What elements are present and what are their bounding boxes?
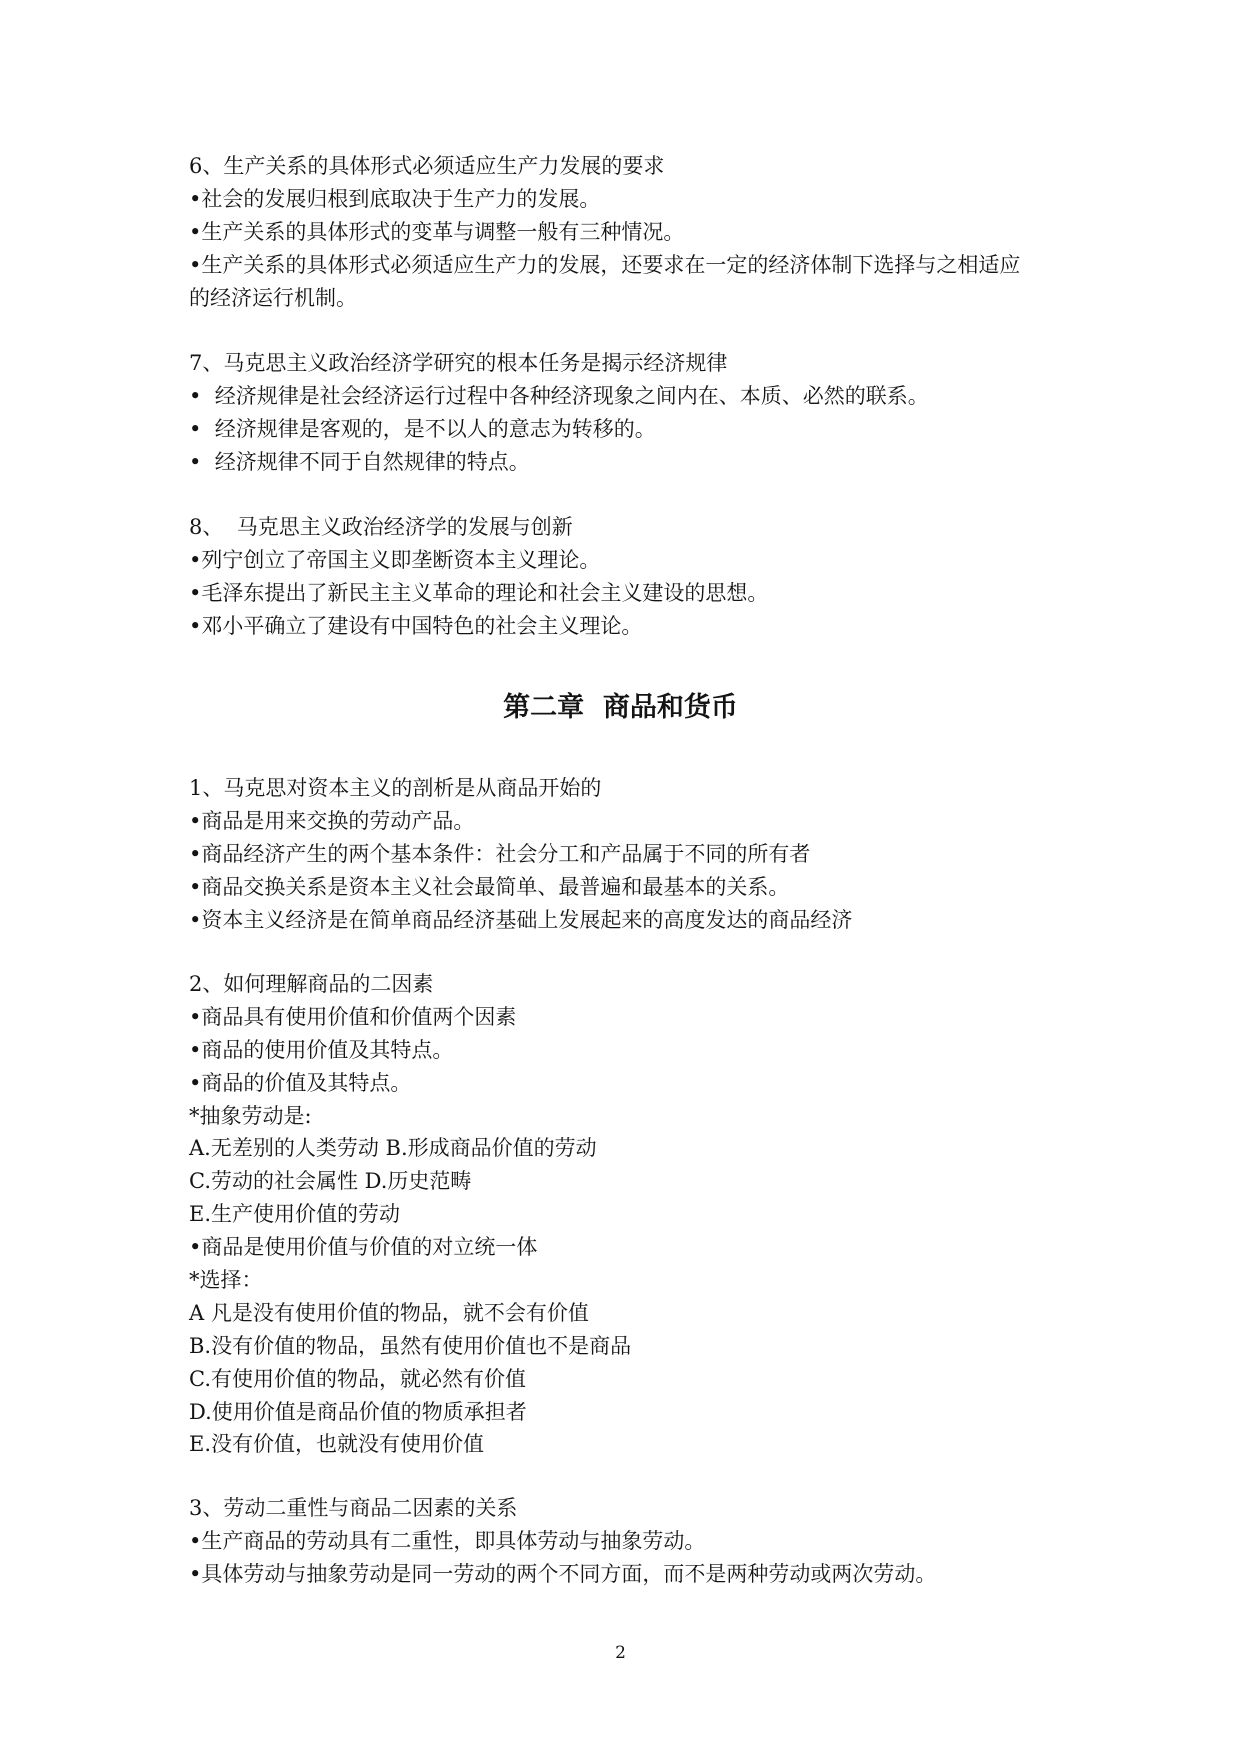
bullet-item: •商品经济产生的两个基本条件：社会分工和产品属于不同的所有者 <box>189 841 811 866</box>
question-option: C.有使用价值的物品，就必然有价值 <box>189 1366 526 1391</box>
bullet-item: • 经济规律是客观的，是不以人的意志为转移的。 <box>189 416 656 441</box>
chapter-heading: 第二章 商品和货币 <box>503 692 738 723</box>
question-prompt: *抽象劳动是: <box>189 1103 312 1128</box>
bullet-item: • 经济规律是社会经济运行过程中各种经济现象之间内在、本质、必然的联系。 <box>189 383 929 408</box>
section-7 <box>189 347 1149 479</box>
page-number: 2 <box>615 1643 626 1663</box>
section-title: 8、 马克思主义政治经济学的发展与创新 <box>189 515 573 539</box>
section-title: 2、如何理解商品的二因素 <box>189 972 434 996</box>
question-option: D.使用价值是商品价值的物质承担者 <box>189 1399 527 1424</box>
question-option: B.没有价值的物品，虽然有使用价值也不是商品 <box>189 1333 632 1358</box>
bullet-item: •商品的使用价值及其特点。 <box>189 1037 454 1062</box>
chapter2-section-1 <box>189 772 1149 936</box>
bullet-item: • 经济规律不同于自然规律的特点。 <box>189 449 530 474</box>
bullet-item: •资本主义经济是在简单商品经济基础上发展起来的高度发达的商品经济 <box>189 907 853 932</box>
section-8 <box>189 511 1149 643</box>
question-option: C.劳动的社会属性 D.历史范畴 <box>189 1169 472 1194</box>
bullet-item: •邓小平确立了建设有中国特色的社会主义理论。 <box>189 613 643 638</box>
section-title: 1、马克思对资本主义的剖析是从商品开始的 <box>189 776 602 800</box>
bullet-item: •生产关系的具体形式的变革与调整一般有三种情况。 <box>189 219 685 244</box>
bullet-item: •商品是用来交换的劳动产品。 <box>189 808 475 833</box>
question-option: A.无差别的人类劳动 B.形成商品价值的劳动 <box>189 1136 597 1161</box>
bullet-item: •生产关系的具体形式必须适应生产力的发展，还要求在一定的经济体制下选择与之相适应 <box>189 252 1021 277</box>
bullet-item-continuation: 的经济运行机制。 <box>189 285 357 310</box>
question-prompt: *选择： <box>189 1268 263 1293</box>
question-option: A 凡是没有使用价值的物品，就不会有价值 <box>189 1300 589 1325</box>
question-option: E.没有价值，也就没有使用价值 <box>189 1432 485 1457</box>
bullet-item: •商品是使用价值与价值的对立统一体 <box>189 1235 538 1260</box>
bullet-item: •社会的发展归根到底取决于生产力的发展。 <box>189 186 601 211</box>
question-option: E.生产使用价值的劳动 <box>189 1202 401 1227</box>
section-title: 3、劳动二重性与商品二因素的关系 <box>189 1496 518 1520</box>
bullet-item: •商品交换关系是资本主义社会最简单、最普遍和最基本的关系。 <box>189 874 790 899</box>
bullet-item: •列宁创立了帝国主义即垄断资本主义理论。 <box>189 547 601 572</box>
section-title: 7、马克思主义政治经济学研究的根本任务是揭示经济规律 <box>189 351 728 375</box>
section-title: 6、生产关系的具体形式必须适应生产力发展的要求 <box>189 154 665 178</box>
bullet-item: •具体劳动与抽象劳动是同一劳动的两个不同方面，而不是两种劳动或两次劳动。 <box>189 1561 937 1586</box>
bullet-item: •生产商品的劳动具有二重性，即具体劳动与抽象劳动。 <box>189 1528 706 1553</box>
chapter2-section-3 <box>189 1492 1149 1591</box>
bullet-item: •毛泽东提出了新民主主义革命的理论和社会主义建设的思想。 <box>189 580 769 605</box>
section-6 <box>189 150 1149 314</box>
bullet-item: •商品的价值及其特点。 <box>189 1070 412 1095</box>
chapter2-section-2 <box>189 968 1149 1461</box>
bullet-item: •商品具有使用价值和价值两个因素 <box>189 1004 517 1029</box>
